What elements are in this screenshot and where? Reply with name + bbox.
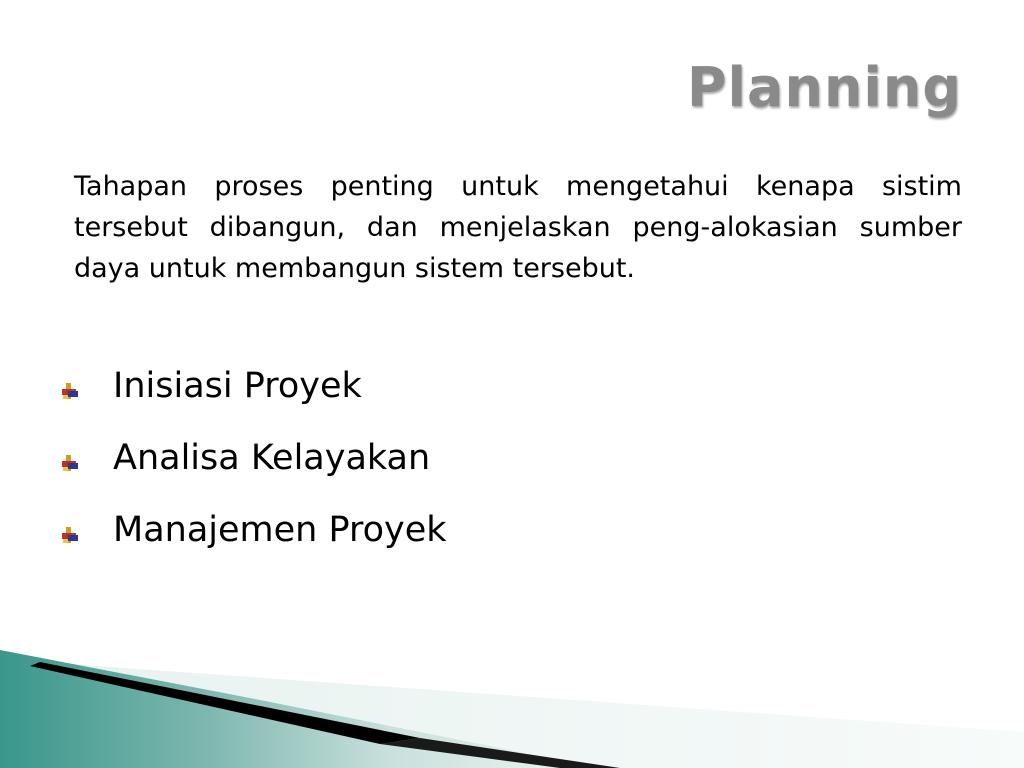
bullet-label: Manajemen Proyek xyxy=(113,510,447,550)
list-item xyxy=(60,422,447,494)
bullet-label: Inisiasi Proyek xyxy=(113,366,362,406)
list-item xyxy=(60,350,447,422)
slide-title: Planning xyxy=(686,56,962,119)
list-item xyxy=(60,494,447,566)
bullet-icon xyxy=(60,453,80,473)
decorative-corner-graphic xyxy=(0,620,1024,768)
bullet-icon xyxy=(60,525,80,545)
intro-paragraph: Tahapan proses penting untuk mengetahui kenapa sistim tersebut dibangun, dan menjelaskan peng-alokasian sumber daya untuk membangun sistem tersebut. xyxy=(74,171,962,284)
bullet-label: Analisa Kelayakan xyxy=(113,438,431,478)
bullet-icon xyxy=(60,381,80,401)
bullet-list xyxy=(60,350,447,566)
